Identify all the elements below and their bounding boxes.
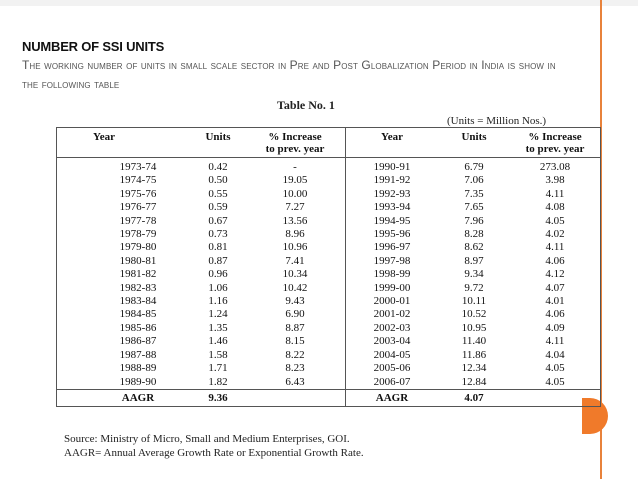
cell-units-post: 11.40 xyxy=(461,335,487,348)
cell-year-pre: 1987-88 xyxy=(119,348,157,361)
cell-year-post: 1991-92 xyxy=(373,174,411,187)
cell-units-post: 10.95 xyxy=(461,321,487,334)
header-pct-right xyxy=(510,128,601,158)
cell-year-pre: 1974-75 xyxy=(119,174,157,187)
cell-units-pre: 0.59 xyxy=(208,201,228,214)
cell-units-pre: 0.67 xyxy=(208,214,228,227)
cell-pct-increase-post: 4.05 xyxy=(545,214,565,227)
cell-year-pre: 1975-76 xyxy=(119,187,157,200)
header-units-left: Units xyxy=(191,128,245,158)
cell-pct-increase-pre: 8.87 xyxy=(245,322,346,335)
cell-year-pre: 1979-80 xyxy=(119,241,157,254)
aagr-label-right: AAGR xyxy=(346,389,439,406)
source-note xyxy=(64,432,364,460)
cell-year-pre: 1982-83 xyxy=(119,281,157,294)
header-pct-left-line1: % Increase xyxy=(268,131,322,143)
table-row xyxy=(57,349,601,362)
table-row xyxy=(57,188,601,201)
cell-year-pre: 1976-77 xyxy=(119,201,157,214)
cell-units-pre: 0.42 xyxy=(208,161,228,173)
cell-pct-increase-post: 273.08 xyxy=(539,161,571,173)
header-units-right: Units xyxy=(438,128,510,158)
cell-pct-increase-post: 3.98 xyxy=(545,174,565,187)
slide-subtitle: The working number of units in small scale sector in Pre and Post Globalization Period in India is show in the following table xyxy=(22,58,556,91)
cell-pct-increase-pre: 6.43 xyxy=(245,376,346,390)
cell-pct-increase-pre: 10.00 xyxy=(245,188,346,201)
cell-units-pre: 0.55 xyxy=(208,187,228,200)
table-row xyxy=(57,255,601,268)
cell-pct-increase-post: 4.09 xyxy=(545,321,565,334)
cell-year-post: 2004-05 xyxy=(373,348,411,361)
table-row xyxy=(57,241,601,254)
source-line: Source: Ministry of Micro, Small and Medium Enterprises, GOI. xyxy=(64,433,350,445)
table-row xyxy=(57,174,601,187)
cell-units-post: 9.72 xyxy=(464,281,484,294)
cell-year-pre: 1988-89 xyxy=(119,362,157,375)
cell-year-post: 1995-96 xyxy=(373,228,411,241)
cell-pct-increase-pre: 7.41 xyxy=(245,255,346,268)
cell-year-post: 1994-95 xyxy=(373,214,411,227)
cell-pct-increase-pre: 13.56 xyxy=(245,215,346,228)
cell-units-pre: 1.58 xyxy=(208,348,228,361)
cell-pct-increase-pre: 8.23 xyxy=(245,362,346,375)
cell-year-pre: 1978-79 xyxy=(119,228,157,241)
cell-units-pre: 1.71 xyxy=(208,362,228,375)
cell-pct-increase-pre: 6.90 xyxy=(245,308,346,321)
cell-units-pre: 1.16 xyxy=(208,295,228,308)
cell-units-pre: 0.73 xyxy=(208,228,228,241)
cell-units-post: 7.65 xyxy=(464,201,484,214)
cell-pct-increase-pre: 7.27 xyxy=(245,201,346,214)
cell-units-post: 7.06 xyxy=(464,174,484,187)
cell-year-pre: 1977-78 xyxy=(119,214,157,227)
cell-year-post: 1996-97 xyxy=(373,241,411,254)
header-row xyxy=(57,128,601,158)
header-pct-right-line2: to prev. year xyxy=(525,143,585,155)
units-note: (Units = Million Nos.) xyxy=(447,115,547,127)
cell-year-pre: 1981-82 xyxy=(119,268,157,281)
cell-year-post: 2005-06 xyxy=(373,362,411,375)
cell-units-post: 8.97 xyxy=(464,254,484,267)
cell-pct-increase-pre: 8.22 xyxy=(245,349,346,362)
cell-year-post: 2001-02 xyxy=(373,308,411,321)
cell-pct-increase-post: 4.11 xyxy=(545,335,565,348)
cell-year-post: 1997-98 xyxy=(373,254,411,267)
header-year-left: Year xyxy=(57,128,192,158)
aagr-pct-left xyxy=(245,389,346,406)
header-year-right: Year xyxy=(346,128,439,158)
table-row xyxy=(57,201,601,214)
table-caption: Table No. 1 xyxy=(277,98,335,112)
cell-year-pre: 1985-86 xyxy=(119,321,157,334)
cell-year-post: 1998-99 xyxy=(373,268,411,281)
table-row xyxy=(57,362,601,375)
cell-units-pre: 1.24 xyxy=(208,308,228,321)
cell-units-post: 12.34 xyxy=(461,362,487,375)
cell-units-pre: 0.87 xyxy=(208,254,228,267)
cell-units-post: 6.79 xyxy=(464,161,484,173)
cell-units-pre: 0.81 xyxy=(208,241,228,254)
table-row xyxy=(57,215,601,228)
cell-pct-increase-pre: 10.34 xyxy=(245,268,346,281)
cell-year-pre: 1986-87 xyxy=(119,335,157,348)
header-pct-left xyxy=(245,128,346,158)
aagr-definition-line: AAGR= Annual Average Growth Rate or Exponential Growth Rate. xyxy=(64,447,364,459)
cell-year-post: 2003-04 xyxy=(373,335,411,348)
cell-units-pre: 1.46 xyxy=(208,335,228,348)
cell-pct-increase-post: 4.06 xyxy=(545,308,565,321)
cell-year-pre: 1983-84 xyxy=(119,295,157,308)
table-row xyxy=(57,158,601,175)
cell-pct-increase-post: 4.05 xyxy=(545,375,565,388)
cell-pct-increase-post: 4.07 xyxy=(545,281,565,294)
cell-pct-increase-pre: 8.15 xyxy=(245,335,346,348)
cell-units-post: 10.52 xyxy=(461,308,487,321)
table-row xyxy=(57,322,601,335)
cell-year-post: 1992-93 xyxy=(373,187,411,200)
cell-pct-increase-post: 4.05 xyxy=(545,362,565,375)
cell-year-post: 2006-07 xyxy=(373,375,411,388)
cell-pct-increase-pre: 8.96 xyxy=(245,228,346,241)
slide-title: NUMBER OF SSI UNITS xyxy=(22,39,165,54)
cell-units-post: 12.84 xyxy=(461,375,487,388)
cell-pct-increase-post: 4.08 xyxy=(545,201,565,214)
table-row xyxy=(57,335,601,348)
cell-year-pre: 1973-74 xyxy=(119,161,157,173)
aagr-value-left: 9.36 xyxy=(191,389,245,406)
table-row xyxy=(57,295,601,308)
cell-pct-increase-post: 4.12 xyxy=(545,268,565,281)
cell-pct-increase-pre: 19.05 xyxy=(245,174,346,187)
cell-units-pre: 1.06 xyxy=(208,281,228,294)
table-row xyxy=(57,282,601,295)
table-row xyxy=(57,268,601,281)
cell-units-post: 10.11 xyxy=(461,295,487,308)
cell-units-post: 11.86 xyxy=(461,348,487,361)
cell-pct-increase-post: 4.04 xyxy=(545,348,565,361)
aagr-row xyxy=(57,389,601,406)
cell-year-post: 2000-01 xyxy=(373,295,411,308)
data-table xyxy=(56,127,601,407)
table-row xyxy=(57,308,601,321)
cell-units-pre: 0.96 xyxy=(208,268,228,281)
cell-year-pre: 1984-85 xyxy=(119,308,157,321)
cell-pct-increase-post: 4.11 xyxy=(545,241,565,254)
table-row xyxy=(57,228,601,241)
cell-pct-increase-pre: 9.43 xyxy=(245,295,346,308)
cell-year-post: 1993-94 xyxy=(373,201,411,214)
table-row xyxy=(57,376,601,390)
aagr-pct-right xyxy=(510,389,601,406)
cell-units-post: 9.34 xyxy=(464,268,484,281)
cell-pct-increase-post: 4.01 xyxy=(545,295,565,308)
cell-year-pre: 1989-90 xyxy=(119,375,157,388)
cell-units-post: 8.62 xyxy=(464,241,484,254)
cell-pct-increase-post: 4.11 xyxy=(545,187,565,200)
aagr-label-left: AAGR xyxy=(57,389,192,406)
cell-year-post: 1990-91 xyxy=(373,161,411,173)
cell-units-pre: 1.82 xyxy=(208,375,228,388)
top-rule xyxy=(0,0,638,6)
cell-pct-increase-post: 4.02 xyxy=(545,228,565,241)
header-pct-left-line2: to prev. year xyxy=(265,143,325,155)
cell-year-pre: 1980-81 xyxy=(119,254,157,267)
cell-pct-increase-pre: - xyxy=(245,158,346,175)
cell-pct-increase-post: 4.06 xyxy=(545,254,565,267)
table-body xyxy=(57,158,601,407)
cell-year-post: 1999-00 xyxy=(373,281,411,294)
cell-pct-increase-pre: 10.96 xyxy=(245,241,346,254)
header-pct-right-line1: % Increase xyxy=(528,131,582,143)
cell-units-pre: 1.35 xyxy=(208,321,228,334)
cell-units-post: 8.28 xyxy=(464,228,484,241)
cell-units-pre: 0.50 xyxy=(208,174,228,187)
aagr-value-right: 4.07 xyxy=(438,389,510,406)
cell-units-post: 7.35 xyxy=(464,187,484,200)
cell-year-post: 2002-03 xyxy=(373,321,411,334)
cell-units-post: 7.96 xyxy=(464,214,484,227)
ssi-units-table xyxy=(56,127,601,407)
cell-pct-increase-pre: 10.42 xyxy=(245,282,346,295)
